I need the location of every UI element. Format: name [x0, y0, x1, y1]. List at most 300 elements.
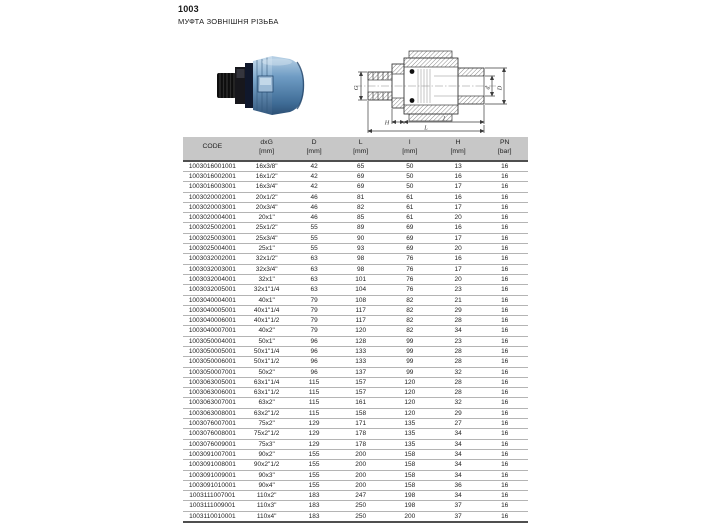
table-cell: 63x2"1/2 — [242, 408, 292, 418]
table-cell: 158 — [385, 470, 435, 480]
column-header: H [mm] — [435, 137, 482, 161]
table-cell: 63 — [292, 274, 337, 284]
table-cell: 29 — [435, 305, 482, 315]
table-cell: 61 — [385, 202, 435, 212]
table-row — [183, 202, 528, 212]
table-cell: 28 — [435, 316, 482, 326]
table-cell: 1003091009001 — [183, 470, 242, 480]
table-cell: 155 — [292, 449, 337, 459]
column-header: D [mm] — [292, 137, 337, 161]
table-cell: 76 — [385, 285, 435, 295]
table-cell: 16 — [481, 398, 528, 408]
table-cell: 137 — [337, 367, 385, 377]
table-cell: 183 — [292, 501, 337, 511]
table-cell: 171 — [337, 419, 385, 429]
table-cell: 16 — [481, 233, 528, 243]
table-row — [183, 244, 528, 254]
table-row — [183, 316, 528, 326]
table-cell: 158 — [385, 460, 435, 470]
table-cell: 1003110010001 — [183, 511, 242, 522]
table-cell: 16 — [481, 295, 528, 305]
table-header — [183, 137, 528, 161]
table-cell: 23 — [435, 285, 482, 295]
table-row — [183, 511, 528, 522]
table-cell: 1003091010001 — [183, 480, 242, 490]
table-cell: 1003020004001 — [183, 213, 242, 223]
table-row — [183, 377, 528, 387]
table-cell: 16 — [481, 264, 528, 274]
table-cell: 157 — [337, 377, 385, 387]
table-cell: 16 — [481, 326, 528, 336]
table-cell: 42 — [292, 171, 337, 181]
table-cell: 104 — [337, 285, 385, 295]
table-cell: 75x2"1/2 — [242, 429, 292, 439]
table-cell: 34 — [435, 326, 482, 336]
table-cell: 50x1"1/2 — [242, 357, 292, 367]
table-cell: 117 — [337, 305, 385, 315]
table-cell: 120 — [385, 377, 435, 387]
dim-label-D: D — [496, 85, 504, 91]
table-cell: 25x1" — [242, 244, 292, 254]
table-cell: 1003091008001 — [183, 460, 242, 470]
table-cell: 25x1/2" — [242, 223, 292, 233]
table-cell: 1003020002001 — [183, 192, 242, 202]
table-cell: 16 — [481, 254, 528, 264]
table-cell: 1003032002001 — [183, 254, 242, 264]
table-cell: 161 — [337, 398, 385, 408]
table-cell: 76 — [385, 274, 435, 284]
table-cell: 1003063007001 — [183, 398, 242, 408]
table-cell: 135 — [385, 439, 435, 449]
table-row — [183, 408, 528, 418]
table-cell: 1003076007001 — [183, 419, 242, 429]
table-cell: 110x2" — [242, 491, 292, 501]
table-cell: 16 — [481, 367, 528, 377]
table-cell: 200 — [337, 470, 385, 480]
table-cell: 42 — [292, 182, 337, 192]
table-cell: 1003050004001 — [183, 336, 242, 346]
table-cell: 20x3/4" — [242, 202, 292, 212]
table-cell: 32x1"1/4 — [242, 285, 292, 295]
table-cell: 247 — [337, 491, 385, 501]
table-row — [183, 223, 528, 233]
table-cell: 1003032003001 — [183, 264, 242, 274]
table-cell: 158 — [385, 480, 435, 490]
table-cell: 29 — [435, 408, 482, 418]
table-row — [183, 254, 528, 264]
table-cell: 120 — [385, 388, 435, 398]
dim-label-G: G — [353, 85, 360, 91]
table-cell: 63 — [292, 254, 337, 264]
table-cell: 16 — [435, 223, 482, 233]
table-cell: 20x1" — [242, 213, 292, 223]
table-cell: 157 — [337, 388, 385, 398]
table-cell: 79 — [292, 316, 337, 326]
table-cell: 16 — [481, 316, 528, 326]
table-cell: 20 — [435, 244, 482, 254]
table-cell: 108 — [337, 295, 385, 305]
table-cell: 1003040006001 — [183, 316, 242, 326]
dim-label-l: l — [443, 115, 445, 123]
table-cell: 40x2" — [242, 326, 292, 336]
table-cell: 82 — [385, 305, 435, 315]
table-cell: 1003076008001 — [183, 429, 242, 439]
table-cell: 37 — [435, 501, 482, 511]
table-cell: 81 — [337, 192, 385, 202]
table-row — [183, 439, 528, 449]
table-cell: 16 — [481, 161, 528, 172]
table-cell: 16x3/8" — [242, 161, 292, 172]
table-cell: 69 — [337, 182, 385, 192]
table-cell: 50x1" — [242, 336, 292, 346]
table-cell: 16x1/2" — [242, 171, 292, 181]
table-cell: 46 — [292, 192, 337, 202]
table-cell: 1003040005001 — [183, 305, 242, 315]
product-code: 1003 — [178, 4, 199, 14]
table-cell: 133 — [337, 347, 385, 357]
table-row — [183, 367, 528, 377]
table-row — [183, 274, 528, 284]
table-row — [183, 419, 528, 429]
column-header: L [mm] — [337, 137, 385, 161]
table-cell: 25x3/4" — [242, 233, 292, 243]
table-cell: 93 — [337, 244, 385, 254]
table-cell: 82 — [385, 326, 435, 336]
column-header: l [mm] — [385, 137, 435, 161]
table-cell: 90x2"1/2 — [242, 460, 292, 470]
table-cell: 65 — [337, 161, 385, 172]
table-cell: 1003016003001 — [183, 182, 242, 192]
table-cell: 34 — [435, 429, 482, 439]
table-row — [183, 161, 528, 172]
table-cell: 183 — [292, 511, 337, 522]
table-cell: 50 — [385, 171, 435, 181]
table-cell: 17 — [435, 202, 482, 212]
table-cell: 16 — [481, 171, 528, 181]
table-cell: 115 — [292, 388, 337, 398]
table-cell: 34 — [435, 460, 482, 470]
table-row — [183, 429, 528, 439]
table-cell: 16 — [481, 347, 528, 357]
column-header: PN [bar] — [481, 137, 528, 161]
table-cell: 69 — [385, 244, 435, 254]
table-cell: 133 — [337, 357, 385, 367]
table-cell: 27 — [435, 419, 482, 429]
table-cell: 55 — [292, 233, 337, 243]
table-cell: 129 — [292, 419, 337, 429]
table-cell: 200 — [385, 511, 435, 522]
table-cell: 69 — [385, 223, 435, 233]
table-cell: 1003032004001 — [183, 274, 242, 284]
table-cell: 17 — [435, 233, 482, 243]
table-row — [183, 305, 528, 315]
table-cell: 129 — [292, 429, 337, 439]
table-cell: 155 — [292, 460, 337, 470]
table-cell: 20x1/2" — [242, 192, 292, 202]
table-row — [183, 192, 528, 202]
table-cell: 16 — [481, 223, 528, 233]
table-cell: 120 — [385, 398, 435, 408]
table-cell: 32x1" — [242, 274, 292, 284]
table-row — [183, 501, 528, 511]
table-cell: 34 — [435, 470, 482, 480]
table-cell: 1003025002001 — [183, 223, 242, 233]
table-cell: 99 — [385, 336, 435, 346]
table-cell: 13 — [435, 161, 482, 172]
table-cell: 16 — [481, 357, 528, 367]
dim-label-L: L — [424, 124, 428, 132]
table-cell: 46 — [292, 213, 337, 223]
table-cell: 28 — [435, 357, 482, 367]
table-cell: 32x3/4" — [242, 264, 292, 274]
table-cell: 40x1"1/4 — [242, 305, 292, 315]
table-row — [183, 233, 528, 243]
table-cell: 1003050005001 — [183, 347, 242, 357]
table-cell: 90x2" — [242, 449, 292, 459]
table-row — [183, 295, 528, 305]
table-cell: 16x3/4" — [242, 182, 292, 192]
table-cell: 98 — [337, 264, 385, 274]
product-photo-drawing — [214, 45, 316, 125]
table-cell: 1003063008001 — [183, 408, 242, 418]
table-cell: 37 — [435, 511, 482, 522]
table-cell: 1003050006001 — [183, 357, 242, 367]
table-row — [183, 336, 528, 346]
table-cell: 16 — [481, 439, 528, 449]
table-cell: 120 — [385, 408, 435, 418]
table-cell: 16 — [481, 192, 528, 202]
column-header: dxG [mm] — [242, 137, 292, 161]
table-cell: 183 — [292, 491, 337, 501]
table-row — [183, 491, 528, 501]
technical-drawing — [346, 34, 528, 138]
table-cell: 110x4" — [242, 511, 292, 522]
table-cell: 89 — [337, 223, 385, 233]
table-cell: 85 — [337, 213, 385, 223]
table-cell: 1003025003001 — [183, 233, 242, 243]
table-cell: 34 — [435, 491, 482, 501]
table-row — [183, 264, 528, 274]
table-cell: 16 — [481, 429, 528, 439]
table-cell: 76 — [385, 264, 435, 274]
table-cell: 198 — [385, 501, 435, 511]
table-cell: 110x3" — [242, 501, 292, 511]
table-cell: 42 — [292, 161, 337, 172]
table-cell: 16 — [481, 511, 528, 522]
table-header-row — [183, 137, 528, 161]
table-cell: 16 — [481, 480, 528, 490]
table-cell: 16 — [481, 460, 528, 470]
table-cell: 158 — [337, 408, 385, 418]
table-cell: 76 — [385, 254, 435, 264]
table-cell: 16 — [481, 377, 528, 387]
table-cell: 23 — [435, 336, 482, 346]
table-cell: 96 — [292, 357, 337, 367]
table-cell: 1003020003001 — [183, 202, 242, 212]
table-cell: 200 — [337, 460, 385, 470]
table-cell: 36 — [435, 480, 482, 490]
table-cell: 1003040007001 — [183, 326, 242, 336]
table-cell: 16 — [481, 336, 528, 346]
table-cell: 46 — [292, 202, 337, 212]
table-cell: 32 — [435, 367, 482, 377]
table-cell: 75x2" — [242, 419, 292, 429]
table-cell: 250 — [337, 511, 385, 522]
table-cell: 101 — [337, 274, 385, 284]
table-cell: 117 — [337, 316, 385, 326]
table-cell: 34 — [435, 449, 482, 459]
table-row — [183, 449, 528, 459]
table-cell: 99 — [385, 347, 435, 357]
table-cell: 63x1"1/4 — [242, 377, 292, 387]
dim-label-d: d — [484, 86, 492, 90]
table-cell: 16 — [481, 388, 528, 398]
table-cell: 16 — [481, 285, 528, 295]
table-cell: 79 — [292, 295, 337, 305]
table-cell: 32x1/2" — [242, 254, 292, 264]
table-cell: 120 — [337, 326, 385, 336]
table-cell: 158 — [385, 449, 435, 459]
table-cell: 16 — [481, 419, 528, 429]
table-cell: 200 — [337, 449, 385, 459]
product-photo — [214, 45, 316, 125]
table-row — [183, 326, 528, 336]
table-cell: 1003016002001 — [183, 171, 242, 181]
table-row — [183, 347, 528, 357]
table-cell: 20 — [435, 274, 482, 284]
technical-drawing-svg — [346, 34, 528, 138]
table-cell: 99 — [385, 357, 435, 367]
table-cell: 63x1"1/2 — [242, 388, 292, 398]
table-cell: 79 — [292, 326, 337, 336]
table-cell: 32 — [435, 398, 482, 408]
column-header: CODE — [183, 137, 242, 161]
table-cell: 155 — [292, 480, 337, 490]
table-cell: 28 — [435, 377, 482, 387]
table-cell: 16 — [481, 244, 528, 254]
table-row — [183, 357, 528, 367]
table-cell: 178 — [337, 439, 385, 449]
table-cell: 63x2" — [242, 398, 292, 408]
table-cell: 1003076009001 — [183, 439, 242, 449]
table-cell: 129 — [292, 439, 337, 449]
dim-label-H: H — [384, 119, 390, 127]
table-cell: 1003111009001 — [183, 501, 242, 511]
table-cell: 69 — [385, 233, 435, 243]
table-row — [183, 171, 528, 181]
table-cell: 1003025004001 — [183, 244, 242, 254]
table-cell: 75x3" — [242, 439, 292, 449]
table-cell: 63 — [292, 264, 337, 274]
table-row — [183, 480, 528, 490]
table-cell: 90x4" — [242, 480, 292, 490]
table-cell: 17 — [435, 264, 482, 274]
table-row — [183, 182, 528, 192]
table-cell: 16 — [481, 470, 528, 480]
table-cell: 50x2" — [242, 367, 292, 377]
table-cell: 17 — [435, 182, 482, 192]
table-row — [183, 470, 528, 480]
table-cell: 63 — [292, 285, 337, 295]
table-cell: 16 — [481, 501, 528, 511]
table-cell: 1003111007001 — [183, 491, 242, 501]
table-cell: 16 — [481, 274, 528, 284]
table-cell: 135 — [385, 429, 435, 439]
table-cell: 61 — [385, 192, 435, 202]
table-cell: 115 — [292, 408, 337, 418]
table-cell: 16 — [481, 213, 528, 223]
table-row — [183, 460, 528, 470]
table-cell: 1003016001001 — [183, 161, 242, 172]
table-cell: 96 — [292, 347, 337, 357]
dimensions-table — [183, 137, 528, 523]
table-row — [183, 388, 528, 398]
table-cell: 16 — [435, 192, 482, 202]
table-cell: 16 — [481, 202, 528, 212]
table-cell: 79 — [292, 305, 337, 315]
table-cell: 82 — [385, 295, 435, 305]
table-cell: 115 — [292, 377, 337, 387]
table-cell: 16 — [481, 305, 528, 315]
table-cell: 98 — [337, 254, 385, 264]
table-cell: 1003063006001 — [183, 388, 242, 398]
table-cell: 28 — [435, 388, 482, 398]
table-cell: 40x1"1/2 — [242, 316, 292, 326]
table-cell: 115 — [292, 398, 337, 408]
table-cell: 1003040004001 — [183, 295, 242, 305]
table-cell: 28 — [435, 347, 482, 357]
table-cell: 1003063005001 — [183, 377, 242, 387]
table-cell: 16 — [481, 408, 528, 418]
table-cell: 16 — [481, 491, 528, 501]
table-cell: 178 — [337, 429, 385, 439]
table-cell: 1003032005001 — [183, 285, 242, 295]
table-cell: 21 — [435, 295, 482, 305]
table-cell: 155 — [292, 470, 337, 480]
table-row — [183, 285, 528, 295]
table-body — [183, 161, 528, 522]
table-cell: 34 — [435, 439, 482, 449]
table-cell: 20 — [435, 213, 482, 223]
table-cell: 90x3" — [242, 470, 292, 480]
table-cell: 50 — [385, 161, 435, 172]
table-cell: 16 — [481, 449, 528, 459]
product-title: МУФТА ЗОВНІШНЯ РІЗЬБА — [178, 17, 279, 26]
table-cell: 198 — [385, 491, 435, 501]
table-cell: 69 — [337, 171, 385, 181]
table-cell: 1003091007001 — [183, 449, 242, 459]
table-cell: 99 — [385, 367, 435, 377]
table-cell: 16 — [481, 182, 528, 192]
table-cell: 96 — [292, 336, 337, 346]
table-cell: 250 — [337, 501, 385, 511]
table-row — [183, 398, 528, 408]
table-cell: 200 — [337, 480, 385, 490]
table-cell: 61 — [385, 213, 435, 223]
table-cell: 135 — [385, 419, 435, 429]
table-cell: 1003050007001 — [183, 367, 242, 377]
table-cell: 82 — [337, 202, 385, 212]
table-cell: 82 — [385, 316, 435, 326]
table-cell: 40x1" — [242, 295, 292, 305]
table-cell: 50x1"1/4 — [242, 347, 292, 357]
table-cell: 90 — [337, 233, 385, 243]
table-cell: 16 — [435, 171, 482, 181]
table-row — [183, 213, 528, 223]
table-cell: 55 — [292, 244, 337, 254]
table-cell: 128 — [337, 336, 385, 346]
table-cell: 50 — [385, 182, 435, 192]
